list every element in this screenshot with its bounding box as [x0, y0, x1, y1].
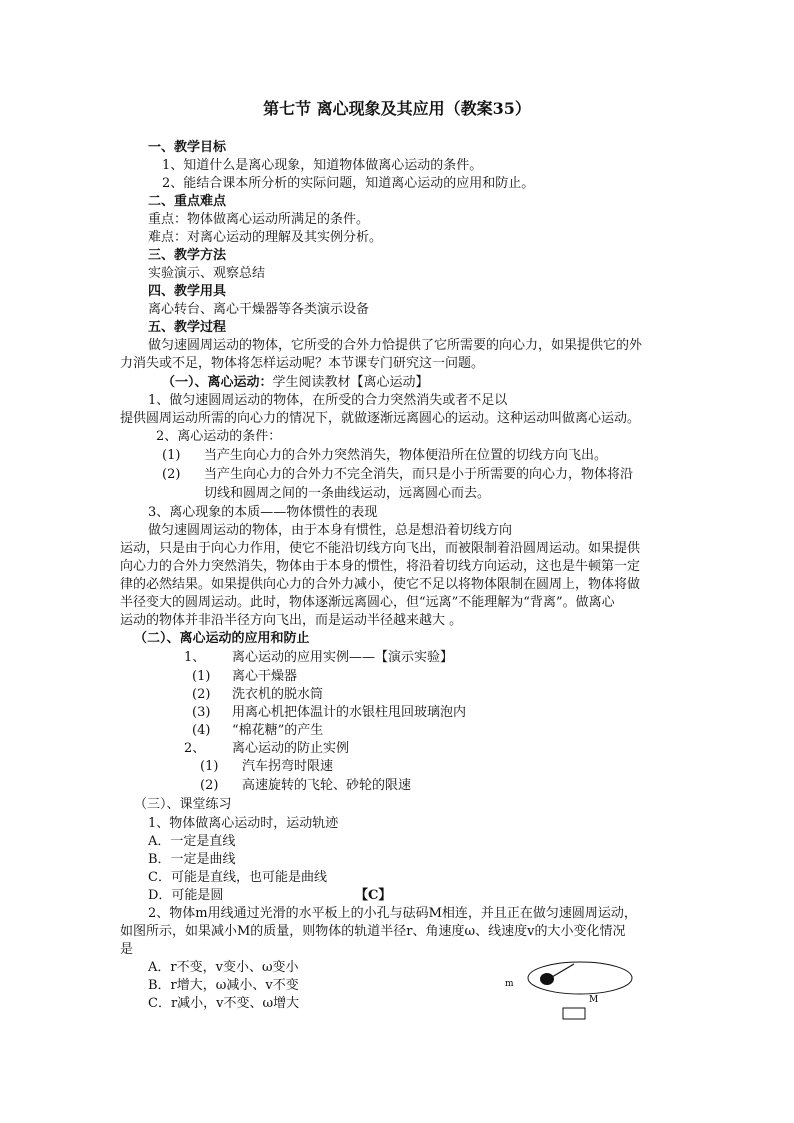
essence-heading: 3、离心现象的本质——物体惯性的表现	[148, 505, 378, 520]
essence-line5: 半径变大的圆周运动。此时，物体逐渐远离圆心，但“远离”不能理解为“背离”。做离心	[120, 595, 615, 610]
question-2-option-c: C．r减小，v不变、ω增大	[148, 996, 300, 1011]
applications-heading: 离心运动的应用实例——【演示实验】	[232, 650, 454, 665]
question-1-option-d: D．可能是圆	[148, 888, 224, 903]
condition-2-text-line2: 切线和圆周之间的一条曲线运动，远离圆心而去。	[204, 486, 491, 501]
section-heading-methods: 三、教学方法	[148, 248, 227, 263]
essence-line1: 做匀速圆周运动的物体，由于本身有惯性，总是想沿着切线方向	[148, 523, 513, 538]
application-1-number: (1)	[192, 669, 211, 684]
key-point: 重点：物体做离心运动所满足的条件。	[148, 212, 370, 227]
essence-line2: 运动，只是由于向心力作用，使它不能沿切线方向飞出，而被限制着沿圆周运动。如果提供	[120, 541, 641, 556]
application-2-text: 洗衣机的脱水筒	[232, 687, 324, 702]
question-2-line2: 如图所示，如果减小M的质量，则物体的轨道半径r、角速度ω、线速度v的大小变化情况	[120, 924, 626, 939]
application-4-text: “棉花糖”的产生	[232, 723, 324, 738]
figure-label-m: m	[505, 979, 514, 989]
weight-M-box	[563, 1008, 585, 1019]
part1-heading	[162, 374, 429, 392]
question-2-line3: 是	[120, 942, 134, 957]
condition-2-number: (2)	[162, 467, 181, 482]
process-intro-line2: 力消失或不足，物体将怎样运动呢？本节课专门研究这一问题。	[120, 356, 485, 371]
application-1-text: 离心干燥器	[232, 669, 298, 684]
prevention-number: 2、	[184, 741, 206, 756]
prevention-2-number: (2)	[200, 778, 219, 793]
section-heading-key-points: 二、重点难点	[148, 194, 227, 209]
prevention-1-number: (1)	[200, 759, 219, 774]
prevention-1-text: 汽车拐弯时限速	[242, 759, 334, 774]
objective-2: 2、能结合课本所分析的实际问题，知道离心运动的应用和防止。	[162, 176, 535, 191]
question-1: 1、物体做离心运动时，运动轨迹	[148, 816, 339, 831]
application-4-number: (4)	[192, 723, 211, 738]
section-heading-process: 五、教学过程	[148, 320, 227, 335]
applications-number: 1、	[184, 650, 206, 665]
part1-title: （一）、离心运动：	[162, 375, 273, 390]
methods-text: 实验演示、观察总结	[148, 266, 266, 281]
page-title: 第七节 离心现象及其应用（教案35）	[263, 99, 531, 118]
application-3-number: (3)	[192, 705, 211, 720]
question-2-option-a: A．r不变，v变小、ω变小	[148, 960, 299, 975]
part2-heading: （二）、离心运动的应用和防止	[134, 631, 310, 646]
prevention-heading: 离心运动的防止实例	[232, 741, 350, 756]
prevention-2-text: 高速旋转的飞轮、砂轮的限速	[242, 778, 412, 793]
application-3-text: 用离心机把体温计的水银柱甩回玻璃泡内	[232, 705, 467, 720]
process-intro-line1: 做匀速圆周运动的物体，它所受的合外力恰提供了它所需要的向心力，如果提供它的外	[148, 338, 643, 353]
application-2-number: (2)	[192, 687, 211, 702]
question-1-answer: 【C】	[355, 888, 392, 903]
centrifugal-definition-line1: 1、做匀速圆周运动的物体，在所受的合力突然消失或者不足以	[148, 393, 508, 408]
question-1-option-b: B．一定是曲线	[148, 852, 236, 867]
question-2-option-b: B．r增大，ω减小、v不变	[148, 978, 299, 993]
exercise-heading: （三）、课堂练习	[134, 797, 232, 812]
section-heading-tools: 四、教学用具	[148, 284, 227, 299]
part1-subtitle: 学生阅读教材【离心运动】	[272, 375, 429, 390]
condition-heading: 2、离心运动的条件：	[156, 429, 282, 444]
tools-text: 离心转台、离心干燥器等各类演示设备	[148, 302, 370, 317]
centrifugal-definition-line2: 提供圆周运动所需的向心力的情况下，就做逐渐远离圆心的运动。这种运动叫做离心运动。	[120, 411, 641, 426]
mass-m-ball	[540, 973, 554, 985]
essence-line4: 律的必然结果。如果提供向心力的合外力减小，使它不足以将物体限制在圆周上，物体将做	[120, 577, 641, 592]
question-1-option-c: C．可能是直线，也可能是曲线	[148, 870, 327, 885]
essence-line6: 运动的物体并非沿半径方向飞出，而是运动半径越来越大 。	[120, 613, 463, 628]
condition-1-number: (1)	[162, 448, 181, 463]
difficult-point: 难点：对离心运动的理解及其实例分析。	[148, 230, 383, 245]
string-line	[552, 964, 574, 977]
condition-2-text-line1: 当产生向心力的合外力不完全消失，而只是小于所需要的向心力，物体将沿	[204, 467, 634, 482]
figure-label-M: M	[589, 995, 599, 1005]
objective-1: 1、知道什么是离心现象，知道物体做离心运动的条件。	[162, 158, 483, 173]
question-2-line1: 2、物体m用线通过光滑的水平板上的小孔与砝码M相连，并且正在做匀速圆周运动，	[148, 906, 637, 921]
section-heading-objectives: 一、教学目标	[148, 140, 227, 155]
essence-line3: 向心力的合外力突然消失，物体由于本身的惯性，将沿着切线方向运动，这也是牛顿第一定	[120, 559, 641, 574]
condition-1-text: 当产生向心力的合外力突然消失，物体便沿所在位置的切线方向飞出。	[204, 448, 608, 463]
circular-motion-figure	[500, 955, 640, 1025]
question-1-option-a: A．一定是直线	[148, 834, 236, 849]
